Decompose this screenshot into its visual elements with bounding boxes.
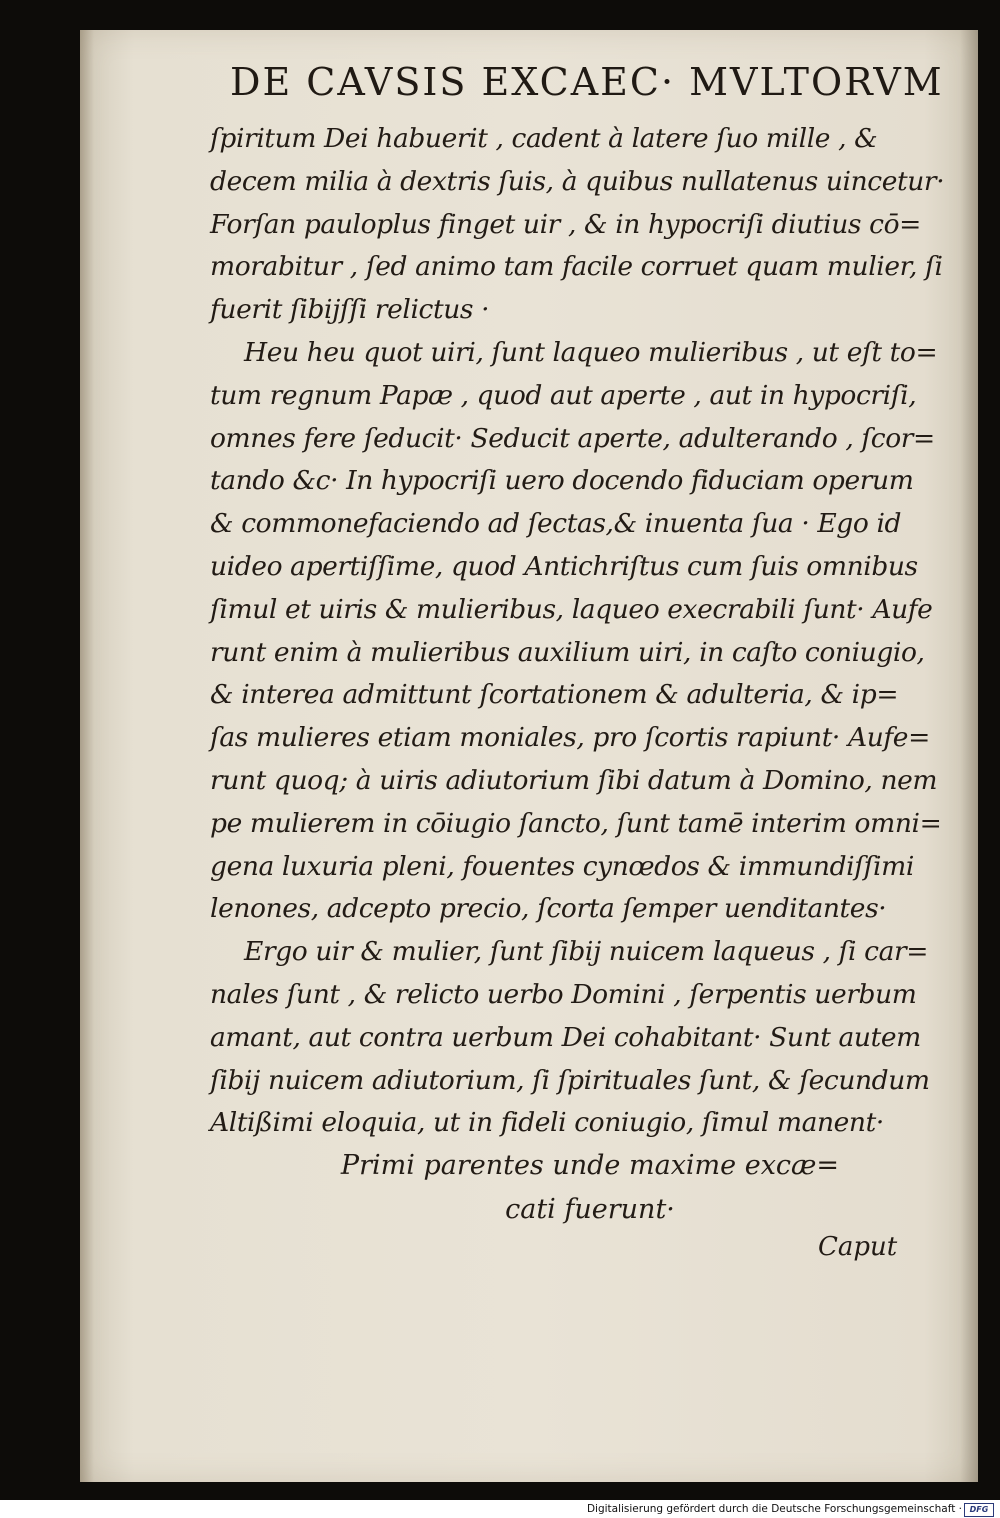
text-line: morabitur , ſed animo tam facile corruet quam mulier, ſi bbox=[210, 251, 943, 283]
text-line: ſimul et uiris & mulieribus, laqueo execrabili ſunt· Aufe bbox=[210, 593, 933, 625]
text-line: Altißimi eloquia, ut in fideli coniugio, ſimul manent· bbox=[210, 1107, 884, 1139]
text-line: runt quoq; à uiris adiutorium ſibi datum à Domino, nem bbox=[210, 764, 938, 796]
text-line: tando &c· In hypocriſi uero docendo fiduciam operum bbox=[210, 465, 914, 497]
running-head: DE CAVSIS EXCAEC· MVLTORVM bbox=[230, 60, 944, 104]
text-line: & interea admittunt ſcortationem & adulteria, & ip= bbox=[210, 679, 899, 711]
text-line: & commonefaciendo ad ſectas,& inuenta ſua · Ego id bbox=[210, 508, 902, 540]
page-edge-shadow bbox=[960, 30, 978, 1482]
catchword: Caput bbox=[818, 1232, 898, 1262]
text-line: amant, aut contra uerbum Dei cohabitant· Sunt autem bbox=[210, 1021, 921, 1053]
text-line: uideo apertiſſime, quod Antichriſtus cum ſuis omnibus bbox=[210, 550, 918, 582]
dfg-logo: DFG bbox=[964, 1503, 994, 1517]
text-line: ſibij nuicem adiutorium, ſi ſpirituales ſunt, & ſecundum bbox=[210, 1064, 930, 1096]
text-line: tum regnum Papæ , quod aut aperte , aut in hypocriſi, bbox=[210, 379, 917, 411]
funding-credit: Digitalisierung gefördert durch die Deutsche Forschungsgemeinschaft · bbox=[586, 1503, 962, 1515]
text-line: Ergo uir & mulier, ſunt ſibij nuicem laqueus , ſi car= bbox=[244, 936, 929, 968]
text-line: Heu heu quot uiri, ſunt laqueo mulieribus , ut eſt to= bbox=[244, 336, 938, 368]
text-line: gena luxuria pleni, fouentes cynœdos & immundiſſimi bbox=[210, 850, 914, 882]
chapter-heading-line: cati fuerunt· bbox=[505, 1194, 675, 1225]
text-line: lenones, adcepto precio, ſcorta ſemper uenditantes· bbox=[210, 893, 887, 925]
chapter-heading-line: Primi parentes unde maxime excæ= bbox=[340, 1150, 840, 1181]
text-line: nales ſunt , & relicto uerbo Domini , ſerpentis uerbum bbox=[210, 978, 917, 1010]
body-text bbox=[210, 118, 945, 1145]
text-line: runt enim à mulieribus auxilium uiri, in caſto coniugio, bbox=[210, 636, 925, 668]
text-line: omnes fere ſeducit· Seducit aperte, adulterando , ſcor= bbox=[210, 422, 935, 454]
text-line: fuerit ſibijſſi relictus · bbox=[210, 294, 490, 326]
text-line: decem milia à dextris ſuis, à quibus nullatenus uincetur· bbox=[210, 165, 945, 197]
text-line: ſpiritum Dei habuerit , cadent à latere ſuo mille , & bbox=[210, 123, 878, 154]
text-line: pe mulierem in cōiugio ſancto, ſunt tamē interim omni= bbox=[210, 807, 942, 839]
footer-bar bbox=[0, 1500, 1000, 1518]
text-line: ſas mulieres etiam moniales, pro ſcortis rapiunt· Aufe= bbox=[210, 722, 930, 754]
page-gutter-shadow bbox=[80, 30, 94, 1482]
chapter-heading bbox=[330, 1144, 850, 1232]
text-line: Forſan pauloplus finget uir , & in hypocriſi diutius cō= bbox=[210, 208, 921, 240]
